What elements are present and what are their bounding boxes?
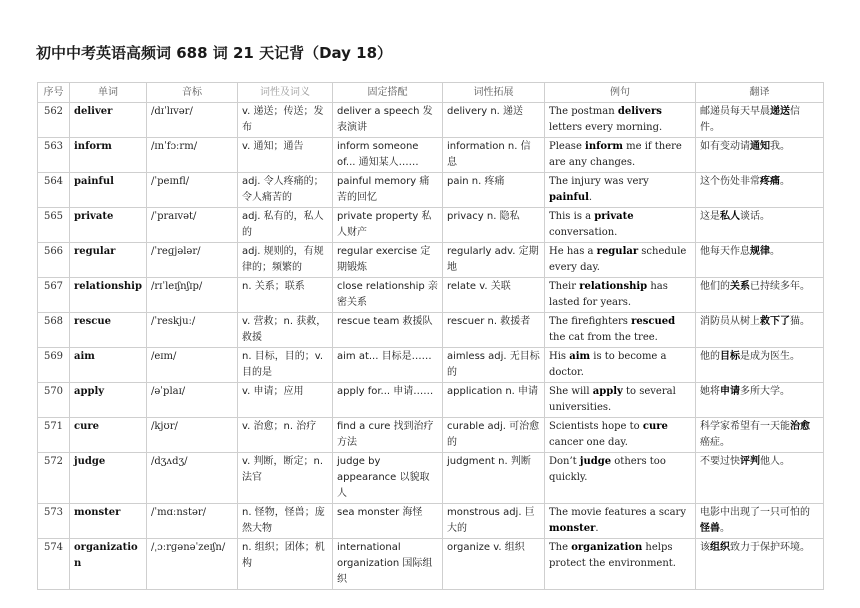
row-translation — [696, 103, 824, 138]
row-extension: privacy n. 隐私 — [443, 208, 545, 243]
row-part-of-speech: adj. 规则的，有规律的；频繁的 — [238, 243, 333, 278]
highlighted-word: 组织 — [710, 542, 730, 553]
row-part-of-speech: n. 目标，目的；v. 目的是 — [238, 348, 333, 383]
text-segment: 。 — [770, 246, 780, 257]
row-word: judge — [70, 453, 147, 504]
highlighted-word: 通知 — [750, 141, 770, 152]
row-translation — [696, 138, 824, 173]
row-phonetic: /kjʊr/ — [147, 418, 238, 453]
text-segment: 。 — [720, 523, 730, 534]
table-row — [38, 243, 824, 278]
text-segment: 他的 — [700, 351, 720, 362]
highlighted-word: 申请 — [720, 386, 740, 397]
row-collocation: close relationship 亲密关系 — [333, 278, 443, 313]
row-collocation: regular exercise 定期锻炼 — [333, 243, 443, 278]
row-example — [545, 278, 696, 313]
row-extension: application n. 申请 — [443, 383, 545, 418]
row-extension: curable adj. 可治愈的 — [443, 418, 545, 453]
text-segment: 我。 — [770, 141, 790, 152]
row-word: cure — [70, 418, 147, 453]
row-collocation: aim at... 目标是…… — [333, 348, 443, 383]
row-example — [545, 539, 696, 590]
text-segment: She will — [549, 386, 593, 397]
highlighted-word: aim — [569, 351, 591, 362]
row-translation — [696, 539, 824, 590]
row-example — [545, 453, 696, 504]
row-phonetic: /ˈreɡjələr/ — [147, 243, 238, 278]
table-row — [38, 103, 824, 138]
row-word: private — [70, 208, 147, 243]
highlighted-word: delivers — [617, 106, 662, 117]
text-segment: This is a — [549, 211, 595, 222]
text-segment: Please — [549, 141, 586, 152]
text-segment: 如有变动请 — [700, 141, 750, 152]
row-example — [545, 173, 696, 208]
row-collocation: private property 私人财产 — [333, 208, 443, 243]
row-part-of-speech: v. 递送；传送；发布 — [238, 103, 333, 138]
row-number: 563 — [38, 138, 70, 173]
row-extension: information n. 信息 — [443, 138, 545, 173]
row-translation — [696, 453, 824, 504]
row-word: monster — [70, 504, 147, 539]
row-translation — [696, 504, 824, 539]
highlighted-word: 救下了 — [760, 316, 790, 327]
row-translation — [696, 418, 824, 453]
text-segment: 电影中出现了一只可怕的 — [700, 507, 810, 518]
text-segment: is to become a doctor. — [549, 351, 667, 378]
row-part-of-speech: n. 组织；团体；机构 — [238, 539, 333, 590]
row-translation — [696, 243, 824, 278]
row-collocation: deliver a speech 发表演讲 — [333, 103, 443, 138]
row-collocation: rescue team 救援队 — [333, 313, 443, 348]
row-extension: regularly adv. 定期地 — [443, 243, 545, 278]
table-row — [38, 348, 824, 383]
table-row — [38, 138, 824, 173]
row-collocation: international organization 国际组织 — [333, 539, 443, 590]
text-segment: others too quickly. — [549, 456, 666, 483]
row-example — [545, 103, 696, 138]
row-part-of-speech: v. 通知；通告 — [238, 138, 333, 173]
text-segment: 谈话。 — [740, 211, 770, 222]
text-segment: 科学家希望有一天能 — [700, 421, 790, 432]
row-translation — [696, 173, 824, 208]
vocabulary-table — [37, 82, 824, 590]
row-collocation: judge by appearance 以貌取人 — [333, 453, 443, 504]
row-number: 564 — [38, 173, 70, 208]
highlighted-word: judge — [579, 456, 612, 467]
row-phonetic: /dʒʌdʒ/ — [147, 453, 238, 504]
row-part-of-speech: v. 营救；n. 获救，救援 — [238, 313, 333, 348]
text-segment: 他每天作息 — [700, 246, 750, 257]
row-example — [545, 208, 696, 243]
row-phonetic: /dɪˈlɪvər/ — [147, 103, 238, 138]
row-part-of-speech: adj. 令人疼痛的；令人痛苦的 — [238, 173, 333, 208]
row-extension: monstrous adj. 巨大的 — [443, 504, 545, 539]
table-row — [38, 278, 824, 313]
row-word: inform — [70, 138, 147, 173]
row-example — [545, 348, 696, 383]
row-number: 569 — [38, 348, 70, 383]
header-word: 单词 — [70, 83, 147, 103]
row-example — [545, 313, 696, 348]
text-segment: Their — [549, 281, 580, 292]
row-example — [545, 383, 696, 418]
text-segment: He has a — [549, 246, 597, 257]
row-number: 573 — [38, 504, 70, 539]
row-translation — [696, 278, 824, 313]
table-row — [38, 539, 824, 590]
text-segment: has lasted for years. — [549, 281, 668, 308]
text-segment: 多所大学。 — [740, 386, 790, 397]
text-segment: 。 — [780, 176, 790, 187]
text-segment: The movie features a scary — [549, 507, 686, 518]
row-word: regular — [70, 243, 147, 278]
text-segment: Don’t — [549, 456, 580, 467]
text-segment: 信件。 — [700, 106, 800, 133]
row-part-of-speech: v. 判断，断定；n. 法官 — [238, 453, 333, 504]
text-segment: the cat from the tree. — [549, 332, 658, 343]
highlighted-word: apply — [592, 386, 623, 397]
text-segment: The — [549, 542, 572, 553]
page-title: 初中中考英语高频词 688 词 21 天记背（Day 18） — [36, 44, 393, 62]
highlighted-word: 怪兽 — [700, 523, 720, 534]
row-translation — [696, 313, 824, 348]
row-phonetic: /eɪm/ — [147, 348, 238, 383]
text-segment: 他人。 — [760, 456, 790, 467]
row-translation — [696, 348, 824, 383]
row-word: deliver — [70, 103, 147, 138]
highlighted-word: painful — [549, 192, 589, 203]
table-row — [38, 208, 824, 243]
row-extension: delivery n. 递送 — [443, 103, 545, 138]
text-segment: The postman — [549, 106, 618, 117]
row-word: painful — [70, 173, 147, 208]
highlighted-word: 目标 — [720, 351, 740, 362]
row-part-of-speech: v. 申请；应用 — [238, 383, 333, 418]
highlighted-word: rescued — [631, 316, 676, 327]
highlighted-word: 疼痛 — [760, 176, 780, 187]
text-segment: Scientists hope to — [549, 421, 643, 432]
header-collocation: 固定搭配 — [333, 83, 443, 103]
text-segment: . — [588, 192, 593, 203]
text-segment: 猫。 — [790, 316, 810, 327]
row-word: aim — [70, 348, 147, 383]
text-segment: . — [595, 523, 599, 534]
row-number: 571 — [38, 418, 70, 453]
row-example — [545, 418, 696, 453]
row-phonetic: /ɪnˈfɔːrm/ — [147, 138, 238, 173]
text-segment: letters every morning. — [549, 122, 663, 133]
table-row — [38, 313, 824, 348]
highlighted-word: 评判 — [740, 456, 760, 467]
row-extension: aimless adj. 无目标的 — [443, 348, 545, 383]
text-segment: 该 — [700, 542, 710, 553]
text-segment: 已持续多年。 — [750, 281, 810, 292]
row-number: 566 — [38, 243, 70, 278]
highlighted-word: cure — [642, 421, 668, 432]
header-extension: 词性拓展 — [443, 83, 545, 103]
row-collocation: inform someone of... 通知某人…… — [333, 138, 443, 173]
text-segment: cancer one day. — [549, 437, 628, 448]
highlighted-word: inform — [585, 141, 623, 152]
row-phonetic: /ˌɔːrɡənəˈzeɪʃn/ — [147, 539, 238, 590]
highlighted-word: organization — [571, 542, 643, 553]
header-example: 例句 — [545, 83, 696, 103]
text-segment: 邮递员每天早晨 — [700, 106, 770, 117]
row-number: 565 — [38, 208, 70, 243]
row-extension: organize v. 组织 — [443, 539, 545, 590]
row-extension: judgment n. 判断 — [443, 453, 545, 504]
row-number: 570 — [38, 383, 70, 418]
row-number: 567 — [38, 278, 70, 313]
row-word: organization — [70, 539, 147, 590]
row-collocation: apply for... 申请…… — [333, 383, 443, 418]
text-segment: conversation. — [549, 227, 618, 238]
row-collocation: find a cure 找到治疗方法 — [333, 418, 443, 453]
header-translation: 翻译 — [696, 83, 824, 103]
row-word: relationship — [70, 278, 147, 313]
row-example — [545, 138, 696, 173]
row-part-of-speech: n. 怪物，怪兽；庞然大物 — [238, 504, 333, 539]
text-segment: 消防员从树上 — [700, 316, 760, 327]
row-example — [545, 243, 696, 278]
row-number: 574 — [38, 539, 70, 590]
text-segment: 致力于保护环境。 — [730, 542, 810, 553]
text-segment: 不要过快 — [700, 456, 740, 467]
highlighted-word: 私人 — [720, 211, 740, 222]
text-segment: 她将 — [700, 386, 720, 397]
text-segment: The firefighters — [549, 316, 632, 327]
row-translation — [696, 208, 824, 243]
row-phonetic: /ˈreskjuː/ — [147, 313, 238, 348]
row-collocation: sea monster 海怪 — [333, 504, 443, 539]
row-extension: rescuer n. 救援者 — [443, 313, 545, 348]
row-phonetic: /əˈplaɪ/ — [147, 383, 238, 418]
text-segment: 是成为医生。 — [740, 351, 800, 362]
row-number: 572 — [38, 453, 70, 504]
row-phonetic: /ˈpeɪnfl/ — [147, 173, 238, 208]
row-part-of-speech: n. 关系；联系 — [238, 278, 333, 313]
row-collocation: painful memory 痛苦的回忆 — [333, 173, 443, 208]
row-number: 568 — [38, 313, 70, 348]
highlighted-word: private — [594, 211, 634, 222]
text-segment: The injury was very — [549, 176, 649, 187]
text-segment: 他们的 — [700, 281, 730, 292]
highlighted-word: monster — [549, 523, 596, 534]
row-word: rescue — [70, 313, 147, 348]
row-phonetic: /ˈpraɪvət/ — [147, 208, 238, 243]
table-row — [38, 173, 824, 208]
row-example — [545, 504, 696, 539]
header-phonetic: 音标 — [147, 83, 238, 103]
row-extension: pain n. 疼痛 — [443, 173, 545, 208]
row-part-of-speech: v. 治愈；n. 治疗 — [238, 418, 333, 453]
row-translation — [696, 383, 824, 418]
table-row — [38, 453, 824, 504]
text-segment: 这是 — [700, 211, 720, 222]
row-extension: relate v. 关联 — [443, 278, 545, 313]
header-number: 序号 — [38, 83, 70, 103]
text-segment: helps protect the environment. — [549, 542, 676, 569]
highlighted-word: 递送 — [770, 106, 790, 117]
table-row — [38, 504, 824, 539]
header-part-of-speech: 词性及词义 — [238, 83, 333, 103]
table-header-row — [38, 83, 824, 103]
text-segment: schedule every day. — [549, 246, 687, 273]
highlighted-word: regular — [596, 246, 639, 257]
row-word: apply — [70, 383, 147, 418]
table-row — [38, 418, 824, 453]
highlighted-word: 关系 — [730, 281, 750, 292]
table-row — [38, 383, 824, 418]
text-segment: 这个伤处非常 — [700, 176, 760, 187]
text-segment: His — [549, 351, 570, 362]
row-phonetic: /ˈmɑːnstər/ — [147, 504, 238, 539]
text-segment: 癌症。 — [700, 437, 730, 448]
highlighted-word: 规律 — [750, 246, 770, 257]
row-part-of-speech: adj. 私有的，私人的 — [238, 208, 333, 243]
highlighted-word: relationship — [579, 281, 648, 292]
highlighted-word: 治愈 — [790, 421, 810, 432]
text-segment: to several universities. — [549, 386, 676, 413]
row-number: 562 — [38, 103, 70, 138]
text-segment: me if there are any changes. — [549, 141, 682, 168]
row-phonetic: /rɪˈleɪʃnʃɪp/ — [147, 278, 238, 313]
